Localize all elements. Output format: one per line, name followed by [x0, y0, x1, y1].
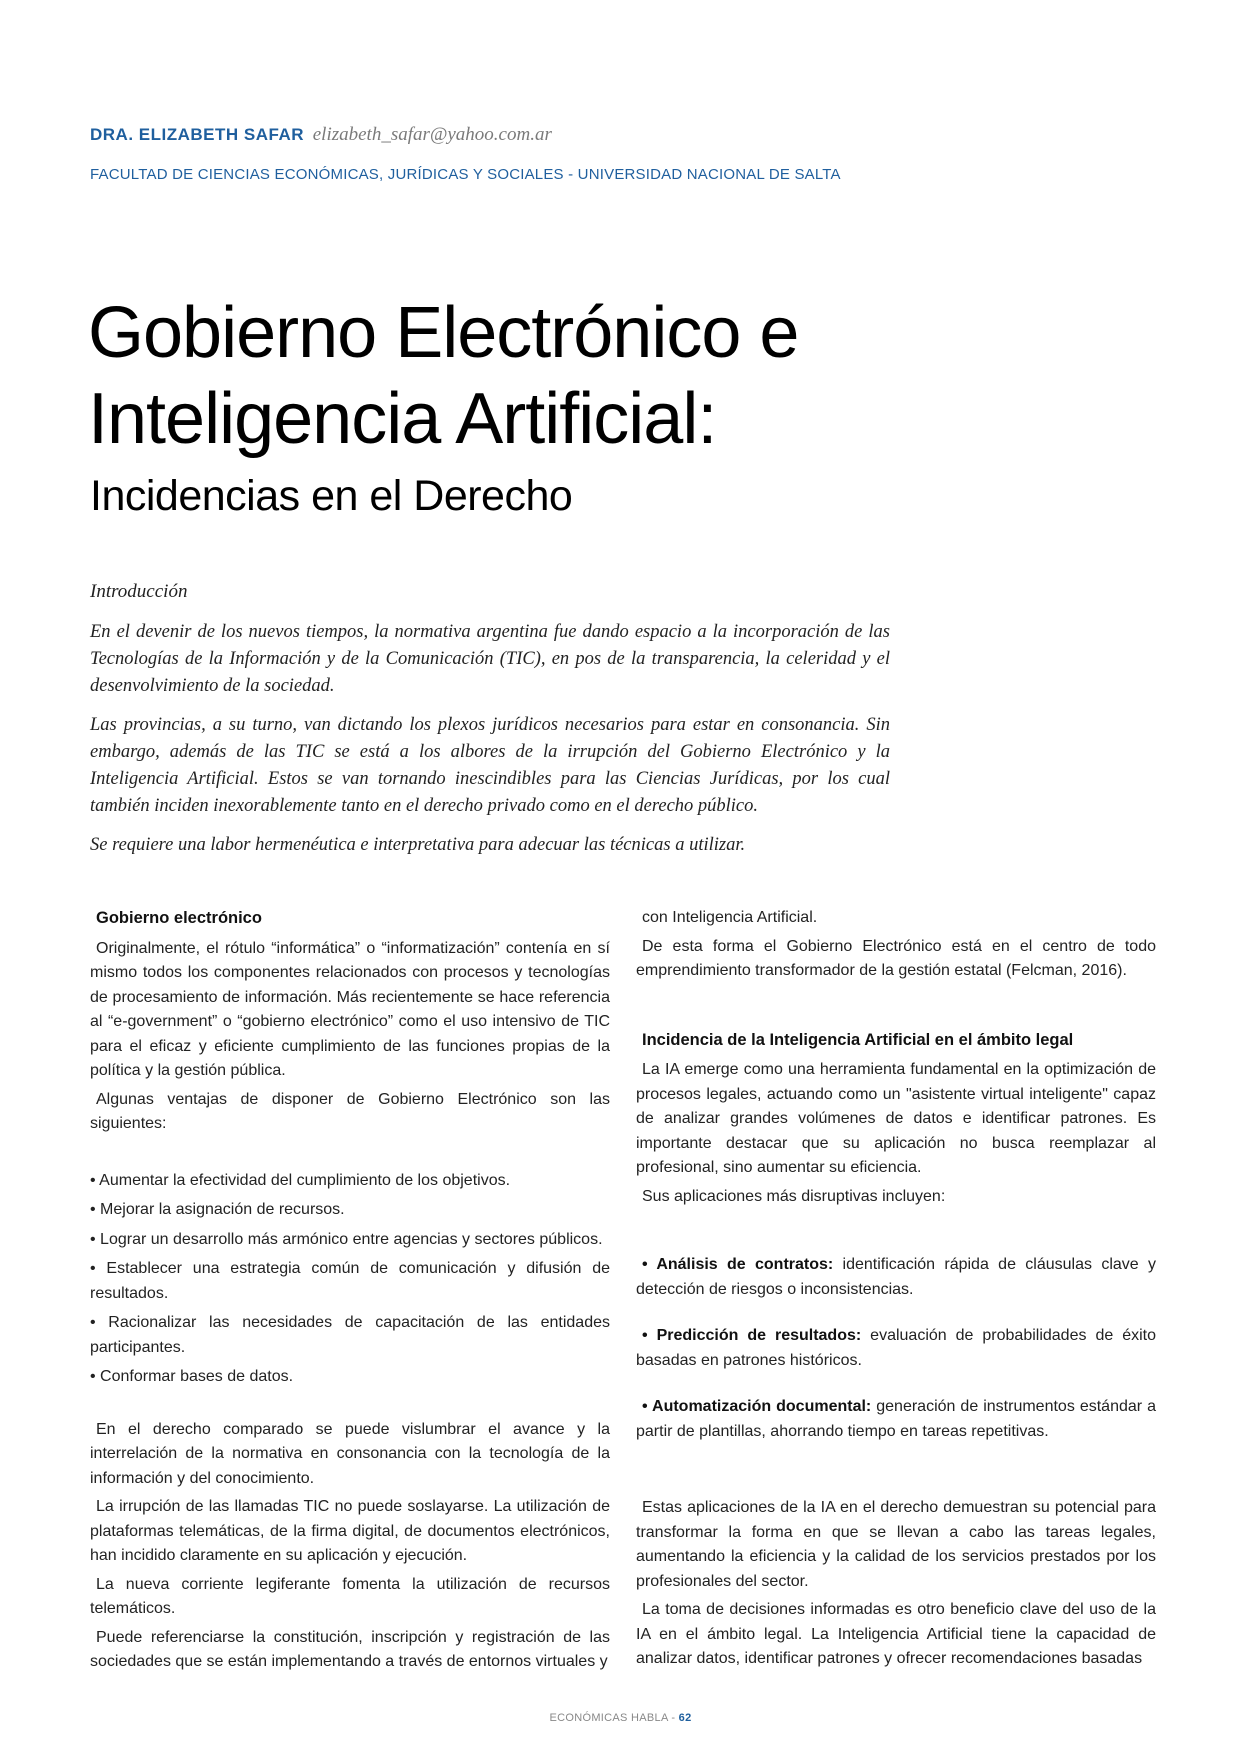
application-item: [636, 1324, 1156, 1373]
title-line-2: Inteligencia Artificial:: [88, 379, 717, 459]
publication-name: ECONÓMICAS HABLA -: [549, 1712, 679, 1724]
body-paragraph: La nueva corriente legiferante fomenta la utilización de recursos telemáticos.: [90, 1575, 610, 1617]
title-line-1: Gobierno Electrónico e: [88, 293, 799, 373]
body-paragraph: Sus aplicaciones más disruptivas incluyen:: [642, 1187, 946, 1205]
body-paragraph: Algunas ventajas de disponer de Gobierno Electrónico son las siguientes:: [90, 1090, 610, 1132]
body-paragraph: Originalmente, el rótulo “informática” o “informatización” contenía en sí mismo todos los componentes relacionados con procesos y tecnologías de procesamiento de información. Más recientemente se hace referencia al “e-government” o “gobierno electrónico” como el uso intensivo de TIC para el eficaz y eficiente cumplimiento de las funciones propias de la política y la gestión pública.: [90, 939, 610, 1079]
item-text: evaluación de probabilidades de éxito basadas en patrones históricos.: [636, 1327, 1157, 1369]
list-item: • Mejorar la asignación de recursos.: [90, 1201, 345, 1218]
byline: [90, 124, 552, 146]
list-item: • Aumentar la efectividad del cumplimiento de los objetivos.: [90, 1171, 511, 1189]
author-name: DRA. ELIZABETH SAFAR: [90, 125, 304, 144]
introduction: [90, 578, 890, 871]
body-paragraph: La IA emerge como una herramienta fundamental en la optimización de procesos legales, actuando como un "asistente virtual inteligente" capaz de analizar grandes volúmenes de datos e identificar patrones. Es importante destacar que su aplicación no busca reemplazar al profesional, sino aumentar su eficiencia.: [636, 1061, 1156, 1176]
article-subtitle: Incidencias en el Derecho: [90, 472, 573, 520]
item-text: identificación rápida de cláusulas clave y detección de riesgos o inconsistencias.: [636, 1256, 1156, 1298]
body-paragraph: La toma de decisiones informadas es otro beneficio clave del uso de la IA en el ámbito legal. La Inteligencia Artificial tiene la capacidad de analizar datos, identificar patrones y ofrecer recomendaciones basadas: [636, 1601, 1156, 1667]
left-column: [90, 906, 610, 1679]
section-heading-gobierno: Gobierno electrónico: [96, 909, 262, 927]
application-item: [636, 1395, 1156, 1444]
spacer: [636, 988, 1156, 1028]
author-email[interactable]: elizabeth_safar@yahoo.com.ar: [312, 124, 552, 145]
article-title: [88, 290, 798, 462]
section-heading-ia: Incidencia de la Inteligencia Artificial en el ámbito legal: [642, 1030, 1074, 1049]
item-label: • Predicción de resultados:: [642, 1327, 862, 1344]
body-paragraph: En el derecho comparado se puede vislumbrar el avance y la interrelación de la normativa en consonancia con la tecnología de la información y del conocimiento.: [90, 1420, 610, 1487]
spacer: [636, 1466, 1156, 1496]
body-paragraph: Estas aplicaciones de la IA en el derecho demuestran su potencial para transformar la forma en que se llevan a cabo las tareas legales, aumentando la eficiencia y la calidad de los servicios prestados por los profesionales del sector.: [636, 1499, 1156, 1590]
page-footer: [0, 1712, 1241, 1724]
page-number: 62: [678, 1712, 692, 1724]
item-label: • Análisis de contratos:: [642, 1256, 834, 1273]
intro-paragraph: Las provincias, a su turno, van dictando los plexos jurídicos necesarios para estar en consonancia. Sin embargo, además de las TIC se está a los albores de la irrupción del Gobierno Electrónico y la Inteligencia Artificial. Estos se van tornando inescindibles para las Ciencias Jurídicas, por los cual también inciden inexorablemente tanto en el derecho privado como en el derecho público.: [90, 715, 890, 816]
body-paragraph: con Inteligencia Artificial.: [642, 909, 818, 926]
intro-heading: Introducción: [90, 581, 188, 602]
list-item: • Conformar bases de datos.: [90, 1368, 294, 1385]
list-item: • Racionalizar las necesidades de capacitación de las entidades participantes.: [90, 1314, 610, 1356]
spacer: [636, 1213, 1156, 1253]
right-column: [636, 906, 1156, 1676]
advantages-list: [90, 1169, 610, 1390]
body-paragraph: Puede referenciarse la constitución, inscripción y registración de las sociedades que se están implementando a través de entornos virtuales y: [90, 1628, 610, 1670]
item-text: generación de instrumentos estándar a partir de plantillas, ahorrando tiempo en tareas repetitivas.: [636, 1398, 1156, 1440]
list-item: • Establecer una estrategia común de comunicación y difusión de resultados.: [90, 1260, 610, 1302]
intro-paragraph: En el devenir de los nuevos tiempos, la normativa argentina fue dando espacio a la incorporación de las Tecnologías de la Información y de la Comunicación (TIC), en pos de la transparencia, la celeridad y el desenvolvimiento de la sociedad.: [90, 622, 890, 696]
intro-paragraph: Se requiere una labor hermenéutica e interpretativa para adecuar las técnicas a utilizar.: [90, 835, 746, 855]
application-item: [636, 1253, 1156, 1302]
body-paragraph: La irrupción de las llamadas TIC no puede soslayarse. La utilización de plataformas telemáticas, de la firma digital, de documentos electrónicos, han incidido claramente en su aplicación y ejecución.: [90, 1498, 610, 1564]
item-label: • Automatización documental:: [642, 1398, 872, 1415]
affiliation: FACULTAD DE CIENCIAS ECONÓMICAS, JURÍDICAS Y SOCIALES - UNIVERSIDAD NACIONAL DE SALTA: [90, 166, 841, 183]
list-item: • Lograr un desarrollo más armónico entre agencias y sectores públicos.: [90, 1230, 603, 1248]
body-paragraph: De esta forma el Gobierno Electrónico está en el centro de todo emprendimiento transformador de la gestión estatal (Felcman, 2016).: [636, 937, 1156, 979]
